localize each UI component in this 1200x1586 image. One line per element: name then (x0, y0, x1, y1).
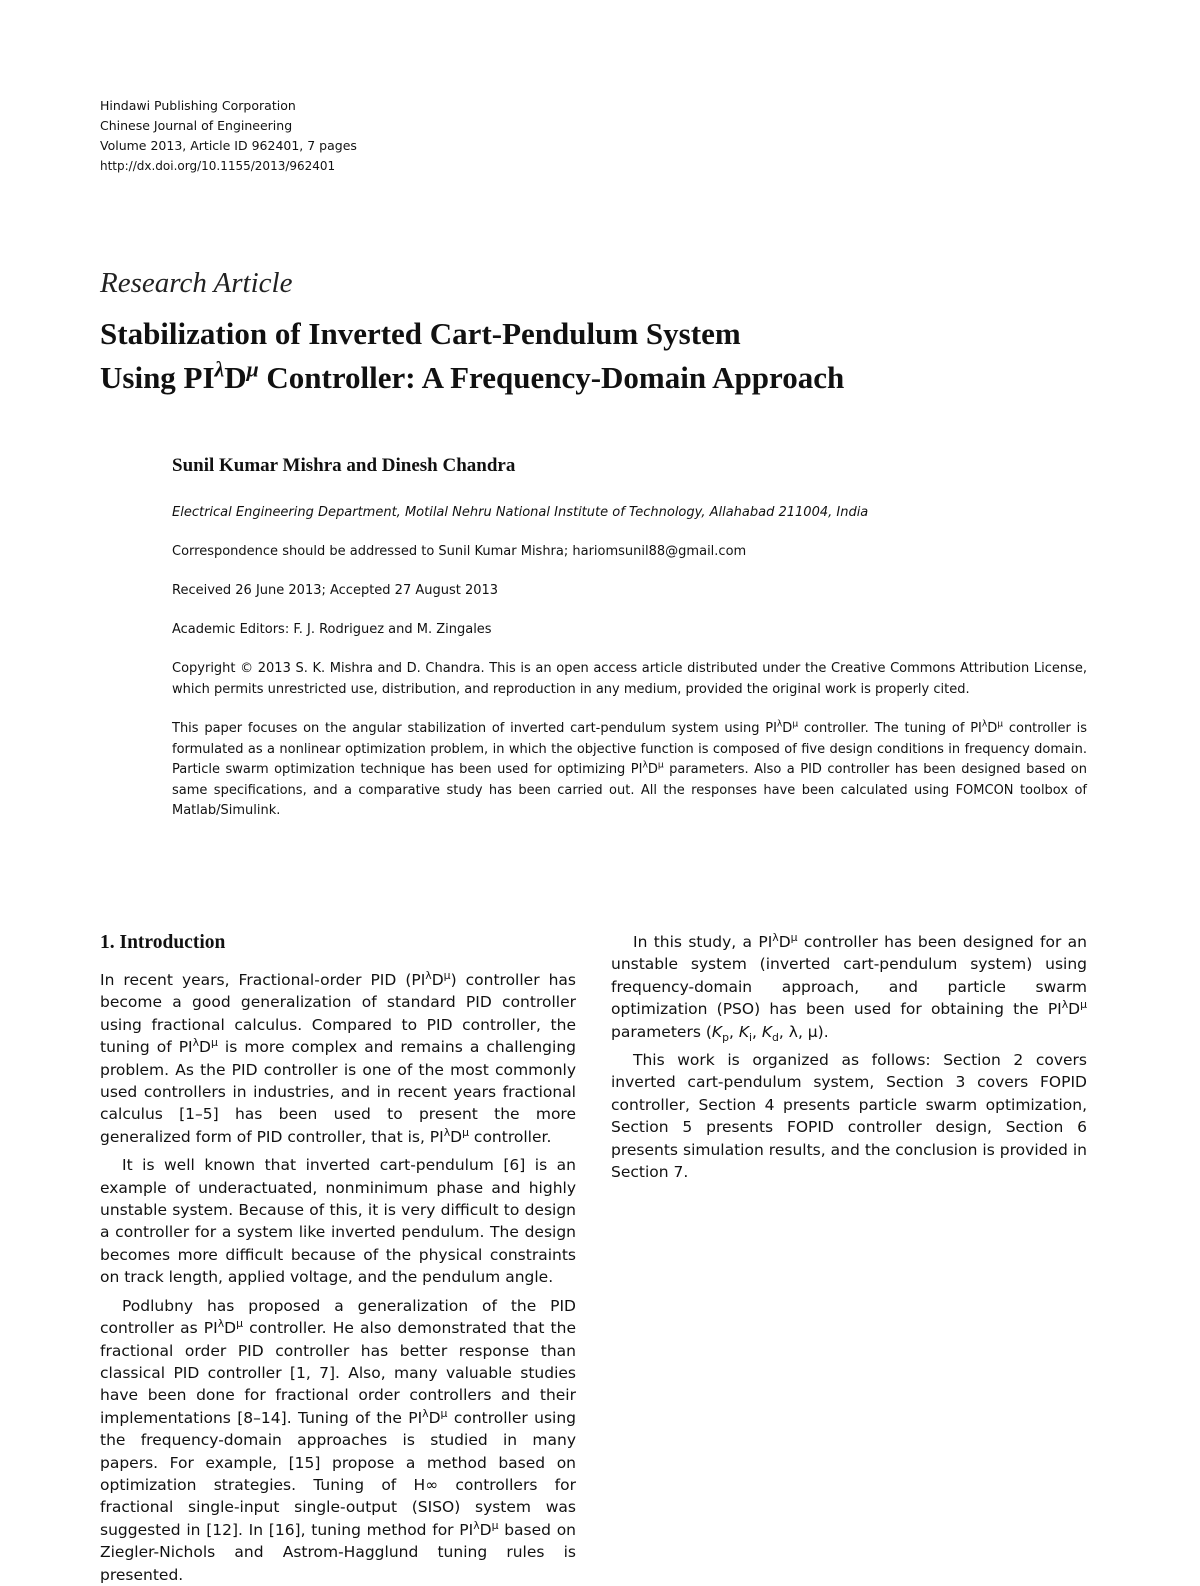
sym-lambda: λ (425, 968, 432, 982)
abstract-part: parameters. Also a PID controller has been designed based on same specifications, and a comparative study has been carried out. All the responses have been calculated using FOMCON toolbox of Matlab/Simulink. (172, 762, 1087, 818)
sym-lambda: λ (772, 930, 779, 944)
affiliation: Electrical Engineering Department, Motilal Nehru National Institute of Technology, Allahabad 211004, India (172, 505, 869, 520)
text-run: Podlubny has proposed a generalization of the PID controller as PI (100, 1296, 576, 1338)
authors: Sunil Kumar Mishra and Dinesh Chandra (172, 455, 516, 476)
sym-k: K (761, 1022, 773, 1041)
sym-d: D (987, 721, 998, 736)
title-d: D (224, 360, 247, 395)
sym-lambda: λ (217, 1316, 225, 1330)
sym-d: D (428, 1408, 441, 1427)
sym-d: D (778, 933, 791, 951)
separator: , (728, 1022, 739, 1041)
sym-d: D (431, 971, 444, 989)
paragraph (611, 931, 1087, 1043)
text-run: controller has been designed for an unstable system (inverted cart-pendulum system) using frequency-domain approach, and particle swarm optimization (PSO) has been used for obtaining the PI (611, 933, 1087, 1019)
title-line-1: Stabilization of Inverted Cart-Pendulum System (100, 316, 741, 351)
title-lambda: λ (214, 357, 225, 382)
sym-lambda: λ (473, 1518, 480, 1532)
abstract-part: controller is formulated as a nonlinear optimization problem, in which the objective function is composed of five design conditions in frequency domain. Particle swarm optimization technique has been used for optimizing PI (172, 721, 1087, 777)
journal-name: Chinese Journal of Engineering (100, 118, 293, 133)
correspondence: Correspondence should be addressed to Sunil Kumar Mishra; hariomsunil88@gmail.com (172, 544, 747, 559)
sym-mu: μ (997, 719, 1004, 730)
received-dates: Received 26 June 2013; Accepted 27 August 2013 (172, 583, 499, 598)
paragraph (100, 969, 576, 1148)
sym-d: D (647, 762, 658, 777)
paragraph: This work is organized as follows: Section 2 covers inverted cart-pendulum system, Section 3 covers FOPID controller, Section 4 presents particle swarm optimization, Section 5 presents FOPID controller design, Section 6 presents simulation results, and the conclusion is provided in Section 7. (611, 1051, 1087, 1182)
sym-mu: μ (236, 1316, 243, 1330)
sym-lambda: λ (981, 719, 988, 730)
sym-mu: μ (440, 1406, 448, 1420)
sym-k: K (738, 1022, 749, 1041)
sym-mu: μ (210, 1036, 218, 1050)
title-prefix: Using PI (100, 360, 215, 395)
title-mu: μ (246, 357, 259, 382)
sym-mu: μ (443, 968, 451, 982)
paragraph: It is well known that inverted cart-pendulum [6] is an example of underactuated, nonminimum phase and highly unstable system. Because of this, it is very difficult to design a controller for a system like inverted pendulum. The design becomes more difficult because of the physical constraints on track length, applied voltage, and the pendulum angle. (100, 1156, 576, 1287)
sym-d: D (450, 1127, 463, 1146)
text-run: In recent years, Fractional-order PID (PI (100, 971, 426, 989)
sym-lambda: λ (1061, 998, 1069, 1012)
sym-mu: μ (657, 760, 664, 771)
sym-mu: μ (1080, 998, 1087, 1012)
abstract (172, 719, 1087, 822)
sym-d: D (479, 1520, 492, 1539)
journal-header (100, 96, 357, 176)
text-run: controller using the frequency-domain approaches is studied in many papers. For example, [15] propose a method based on optimization strategies. Tuning of H∞ controllers for fractional single-input single-output (SISO) system was suggested in [12]. In [16], tuning method for PI (100, 1408, 577, 1539)
doi-link[interactable]: http://dx.doi.org/10.1155/2013/962401 (100, 159, 336, 173)
text-run: parameters ( (611, 1022, 712, 1041)
academic-editors: Academic Editors: F. J. Rodriguez and M. Zingales (172, 622, 492, 637)
sym-lambda: λ (192, 1036, 200, 1050)
title-suffix: Controller: A Frequency-Domain Approach (258, 360, 845, 395)
article-type: Research Article (100, 267, 293, 299)
text-run: controller. (469, 1127, 552, 1146)
abstract-part: This paper focuses on the angular stabilization of inverted cart-pendulum system using PI (172, 721, 777, 736)
title-line-2 (100, 356, 1100, 400)
sym-mu: μ (462, 1125, 469, 1139)
sym-d: D (782, 721, 793, 736)
abstract-part: controller. The tuning of PI (798, 721, 982, 736)
body-column-right (611, 931, 1087, 1183)
separator: , (752, 1022, 762, 1041)
sub-p: p (722, 1030, 729, 1044)
sym-mu: μ (792, 719, 799, 730)
body-column-left (100, 930, 576, 1586)
text-run: , λ, μ). (778, 1022, 829, 1041)
article-title (100, 312, 1100, 400)
text-run: ) controller has become a good generalization of standard PID controller using fractional calculus. Compared to PID controller, the tuning of PI (100, 971, 576, 1057)
text-run: In this study, a PI (633, 933, 773, 951)
section-heading: 1. Introduction (100, 932, 226, 953)
sym-lambda: λ (443, 1125, 451, 1139)
paragraph (100, 1295, 576, 1586)
sym-lambda: λ (776, 719, 783, 730)
sub-i: i (748, 1030, 752, 1044)
sym-d: D (224, 1319, 237, 1338)
sub-d: d (772, 1030, 779, 1044)
sym-mu: μ (491, 1518, 499, 1532)
text-run: based on Ziegler-Nichols and Astrom-Hagglund tuning rules is presented. (100, 1520, 577, 1584)
publisher-name: Hindawi Publishing Corporation (100, 98, 296, 113)
text-run: is more complex and remains a challenging problem. As the PID controller is one of the most commonly used controllers in industries, and in recent years fractional calculus [1–5] has been used to present the more generalized form of PID controller, that is, PI (100, 1038, 576, 1146)
sym-d: D (1068, 1000, 1081, 1019)
sym-k: K (711, 1022, 723, 1041)
sym-lambda: λ (422, 1406, 429, 1420)
copyright-notice: Copyright © 2013 S. K. Mishra and D. Chandra. This is an open access article distributed under the Creative Commons Attribution License, which permits unrestricted use, distribution, and reproduction in any medium, provided the original work is properly cited. (172, 661, 1087, 697)
sym-mu: μ (790, 930, 798, 944)
sym-lambda: λ (642, 760, 648, 771)
sym-d: D (199, 1038, 211, 1057)
volume-info: Volume 2013, Article ID 962401, 7 pages (100, 138, 357, 153)
text-run: controller. He also demonstrated that the fractional order PID controller has better response than classical PID controller [1, 7]. Also, many valuable studies have been done for fractional order controllers and their implementations [8–14]. Tuning of the PI (100, 1319, 576, 1427)
